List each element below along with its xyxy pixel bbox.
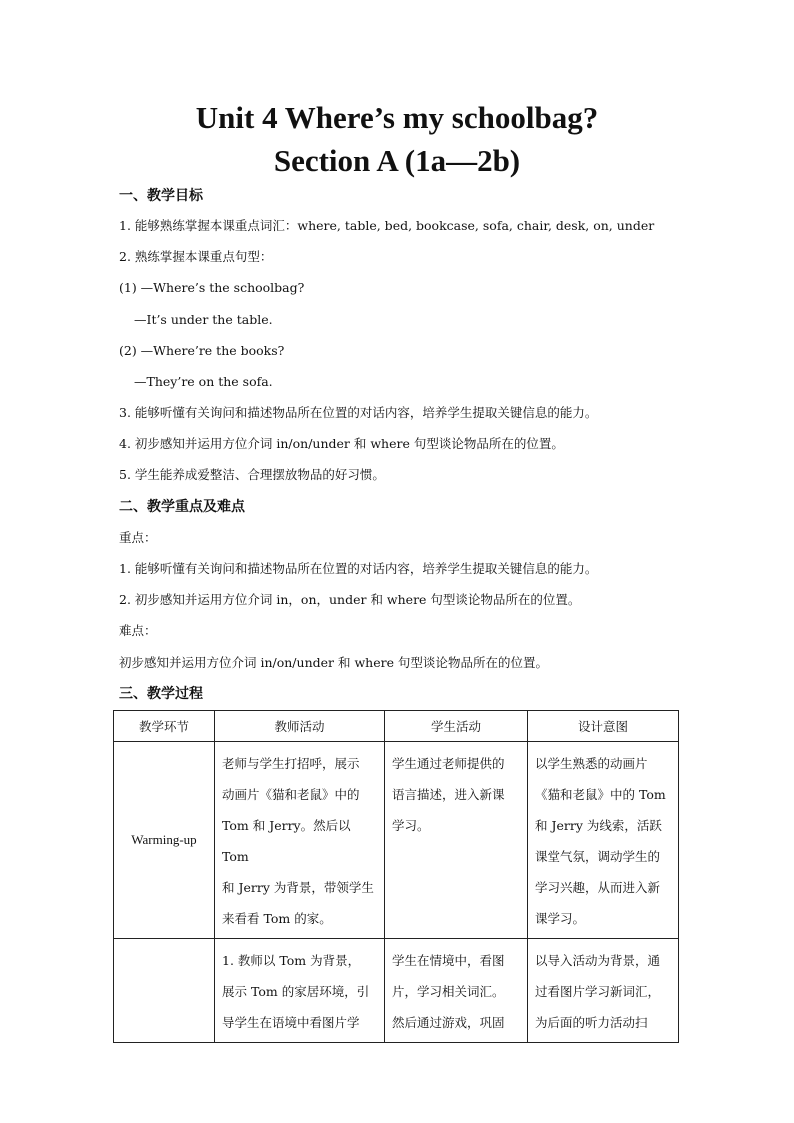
cell-line: 学生在情境中，看图 — [392, 953, 505, 968]
cell-line: 《猫和老鼠》中的 Tom — [535, 787, 666, 802]
cell-line: 然后通过游戏，巩固 — [392, 1015, 505, 1030]
key-point-2: 2. 初步感知并运用方位介词 in，on，under 和 where 句型谈论物品所在的位置。 — [119, 592, 581, 607]
cell-line: 展示 Tom 的家居环境，引 — [222, 984, 370, 999]
header-student: 学生活动 — [385, 711, 528, 742]
design-purpose-cell — [528, 742, 679, 939]
cell-line: 学习兴趣，从而进入新 — [535, 880, 661, 895]
cell-line: 来看看 Tom 的家。 — [222, 911, 332, 926]
cell-line: 学生通过老师提供的 — [392, 756, 505, 771]
cell-line: 片，学习相关词汇。 — [392, 984, 505, 999]
cell-line: 1. 教师以 Tom 为背景， — [222, 953, 361, 968]
objective-5: 5. 学生能养成爱整洁、合理摆放物品的好习惯。 — [119, 467, 385, 482]
header-phase: 教学环节 — [114, 711, 215, 742]
table-row — [114, 742, 679, 939]
cell-line: 以学生熟悉的动画片 — [535, 756, 648, 771]
difficult-points-label: 难点： — [119, 623, 157, 638]
student-activity-cell — [385, 742, 528, 939]
sentence-1-answer: —It’s under the table. — [134, 312, 273, 327]
cell-line: 导学生在语境中看图片学 — [222, 1015, 360, 1030]
title-line-2: Section A (1a—2b) — [273, 143, 521, 178]
phase-cell — [114, 939, 215, 1043]
cell-line: 和 Jerry 为背景，带领学生 — [222, 880, 374, 895]
objective-4: 4. 初步感知并运用方位介词 in/on/under 和 where 句型谈论物品所在的位置。 — [119, 436, 564, 451]
table-header-row — [114, 711, 679, 742]
cell-line: 动画片《猫和老鼠》中的 — [222, 787, 360, 802]
objective-1: 1. 能够熟练掌握本课重点词汇：where, table, bed, bookcase, sofa, chair, desk, on, under — [119, 218, 655, 233]
sentence-2-answer: —They’re on the sofa. — [134, 374, 273, 389]
cell-line: 课堂气氛，调动学生的 — [535, 849, 661, 864]
sentence-1-question: (1) —Where’s the schoolbag? — [119, 280, 305, 295]
phase-cell: Warming-up — [114, 742, 215, 939]
teaching-process-table — [113, 710, 679, 1043]
cell-line: 学习。 — [392, 818, 430, 833]
teacher-activity-cell — [215, 742, 385, 939]
student-activity-cell — [385, 939, 528, 1043]
section2-heading: 二、教学重点及难点 — [119, 499, 245, 515]
cell-line: 过看图片学习新词汇， — [535, 984, 661, 999]
cell-line: 和 Jerry 为线索，活跃 — [535, 818, 662, 833]
header-teacher: 教师活动 — [215, 711, 385, 742]
header-purpose: 设计意图 — [528, 711, 679, 742]
teacher-activity-cell — [215, 939, 385, 1043]
sentence-2-question: (2) —Where’re the books? — [119, 343, 285, 358]
cell-line: 以导入活动为背景，通 — [535, 953, 661, 968]
objective-3: 3. 能够听懂有关询问和描述物品所在位置的对话内容，培养学生提取关键信息的能力。 — [119, 405, 598, 420]
cell-line: Tom 和 Jerry。然后以 Tom — [222, 818, 351, 864]
difficult-point-text: 初步感知并运用方位介词 in/on/under 和 where 句型谈论物品所在的位置。 — [119, 655, 548, 670]
design-purpose-cell — [528, 939, 679, 1043]
section3-heading: 三、教学过程 — [119, 686, 203, 702]
cell-line: 课学习。 — [535, 911, 586, 926]
cell-line: 语言描述，进入新课 — [392, 787, 505, 802]
key-point-1: 1. 能够听懂有关询问和描述物品所在位置的对话内容，培养学生提取关键信息的能力。 — [119, 561, 598, 576]
title-line-1: Unit 4 Where’s my schoolbag? — [195, 100, 599, 135]
key-points-label: 重点： — [119, 530, 157, 545]
cell-line: 为后面的听力活动扫 — [535, 1015, 648, 1030]
section1-heading: 一、教学目标 — [119, 188, 203, 204]
table-row — [114, 939, 679, 1043]
objective-2: 2. 熟练掌握本课重点句型： — [119, 249, 273, 264]
cell-line: 老师与学生打招呼，展示 — [222, 756, 360, 771]
